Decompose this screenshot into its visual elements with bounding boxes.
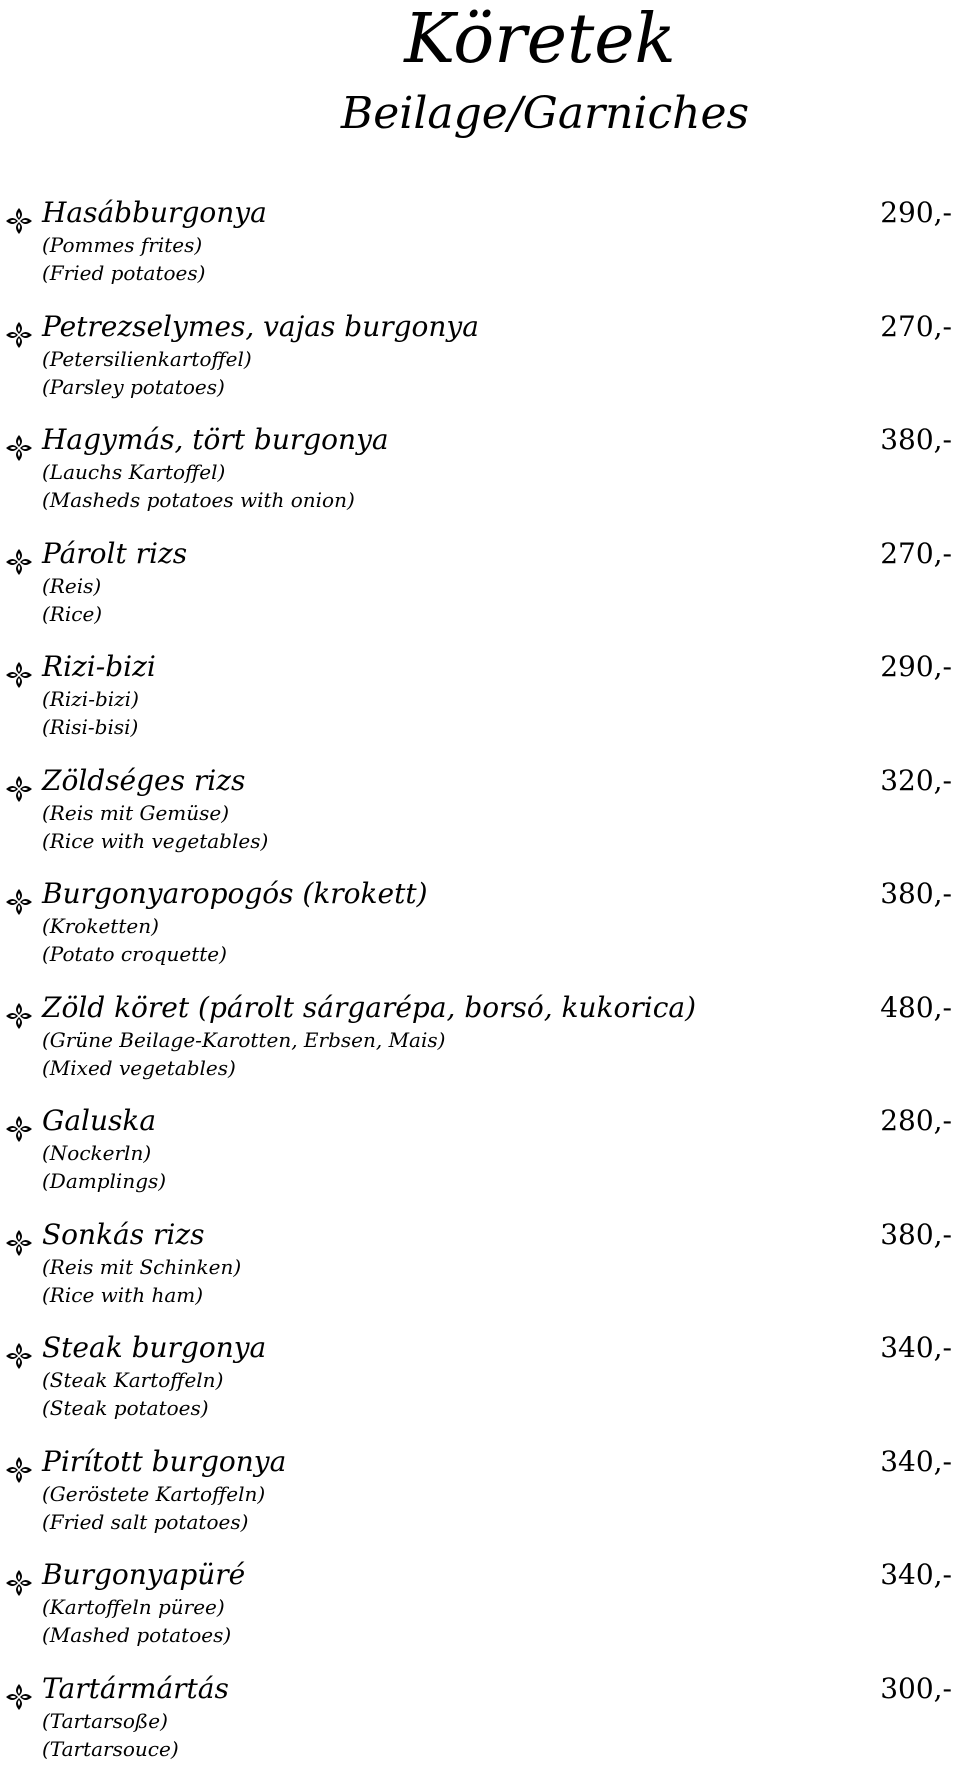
item-english-name: (Tartarsouce) [42,1736,179,1762]
menu-item [0,1558,960,1672]
item-name: Galuska [42,1104,156,1138]
item-price: 290,- [880,196,952,230]
diamond-bullet-icon [4,320,34,350]
item-english-name: (Damplings) [42,1168,166,1194]
page-title: Köretek [0,0,960,80]
item-name: Burgonyaropogós (krokett) [42,877,428,911]
item-price: 340,- [880,1331,952,1365]
diamond-bullet-icon [4,774,34,804]
diamond-bullet-icon [4,1341,34,1371]
diamond-bullet-icon [4,1568,34,1598]
item-price: 480,- [880,991,952,1025]
item-name: Párolt rizs [42,537,187,571]
item-english-name: (Rice with vegetables) [42,828,268,854]
item-name: Steak burgonya [42,1331,266,1365]
item-german-name: (Grüne Beilage-Karotten, Erbsen, Mais) [42,1027,445,1053]
menu-item [0,196,960,310]
item-german-name: (Reis) [42,573,101,599]
menu-item [0,1218,960,1332]
item-name: Hasábburgonya [42,196,267,230]
page-subtitle: Beilage/Garniches [0,84,960,144]
item-english-name: (Steak potatoes) [42,1395,209,1421]
item-german-name: (Geröstete Kartoffeln) [42,1481,265,1507]
menu-item [0,1445,960,1559]
item-name: Tartármártás [42,1672,229,1706]
item-price: 380,- [880,423,952,457]
menu-item [0,1331,960,1445]
item-english-name: (Mashed potatoes) [42,1622,231,1648]
item-german-name: (Nockerln) [42,1140,151,1166]
item-english-name: (Mixed vegetables) [42,1055,236,1081]
diamond-bullet-icon [4,1455,34,1485]
item-german-name: (Reis mit Gemüse) [42,800,229,826]
menu-item [0,310,960,424]
diamond-bullet-icon [4,206,34,236]
item-name: Rizi-bizi [42,650,156,684]
item-german-name: (Tartarsoße) [42,1708,168,1734]
item-price: 320,- [880,764,952,798]
diamond-bullet-icon [4,1001,34,1031]
item-price: 340,- [880,1445,952,1479]
item-english-name: (Risi-bisi) [42,714,138,740]
item-german-name: (Pommes frites) [42,232,202,258]
diamond-bullet-icon [4,1682,34,1712]
diamond-bullet-icon [4,660,34,690]
menu-item [0,650,960,764]
item-price: 380,- [880,877,952,911]
menu-item [0,1672,960,1785]
item-price: 340,- [880,1558,952,1592]
item-german-name: (Reis mit Schinken) [42,1254,241,1280]
menu-item [0,877,960,991]
item-name: Burgonyapüré [42,1558,245,1592]
item-name: Hagymás, tört burgonya [42,423,389,457]
diamond-bullet-icon [4,433,34,463]
item-price: 270,- [880,537,952,571]
item-german-name: (Rizi-bizi) [42,686,139,712]
item-german-name: (Kroketten) [42,913,159,939]
item-price: 380,- [880,1218,952,1252]
diamond-bullet-icon [4,547,34,577]
item-english-name: (Rice) [42,601,102,627]
diamond-bullet-icon [4,1228,34,1258]
menu-item [0,764,960,878]
menu-list [0,196,960,1785]
menu-item [0,991,960,1105]
item-name: Sonkás rizs [42,1218,204,1252]
item-english-name: (Fried potatoes) [42,260,205,286]
diamond-bullet-icon [4,1114,34,1144]
item-german-name: (Steak Kartoffeln) [42,1367,223,1393]
item-english-name: (Rice with ham) [42,1282,203,1308]
item-name: Zöldséges rizs [42,764,245,798]
item-price: 290,- [880,650,952,684]
item-german-name: (Kartoffeln püree) [42,1594,225,1620]
item-price: 270,- [880,310,952,344]
menu-item [0,1104,960,1218]
diamond-bullet-icon [4,887,34,917]
menu-item [0,423,960,537]
item-name: Pirított burgonya [42,1445,286,1479]
item-english-name: (Fried salt potatoes) [42,1509,248,1535]
menu-item [0,537,960,651]
item-price: 300,- [880,1672,952,1706]
item-name: Petrezselymes, vajas burgonya [42,310,479,344]
item-english-name: (Potato croquette) [42,941,227,967]
item-german-name: (Petersilienkartoffel) [42,346,252,372]
item-english-name: (Masheds potatoes with onion) [42,487,355,513]
item-name: Zöld köret (párolt sárgarépa, borsó, kukorica) [42,991,696,1025]
item-english-name: (Parsley potatoes) [42,374,225,400]
item-german-name: (Lauchs Kartoffel) [42,459,225,485]
item-price: 280,- [880,1104,952,1138]
